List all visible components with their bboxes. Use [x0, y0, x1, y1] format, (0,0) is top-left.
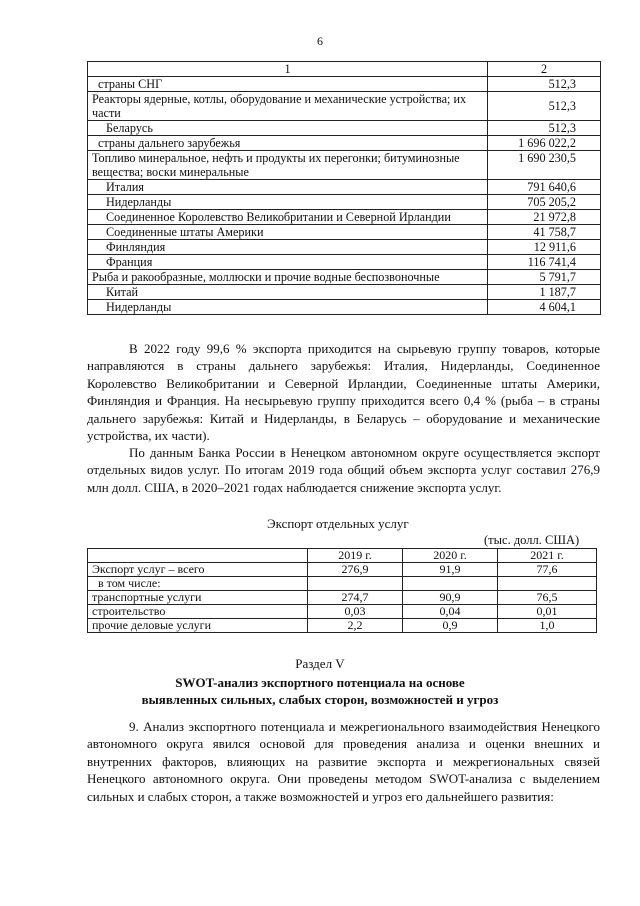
header-year: 2019 г. — [308, 549, 403, 563]
row-label: прочие деловые услуги — [88, 619, 308, 633]
cell-value: 2,2 — [308, 619, 403, 633]
row-value: 512,3 — [488, 121, 601, 136]
table-row — [88, 285, 601, 300]
table-row — [88, 577, 597, 591]
cell-value — [498, 577, 597, 591]
cell-value: 274,7 — [308, 591, 403, 605]
header-col-1: 1 — [88, 62, 488, 77]
row-label: Финляндия — [88, 240, 488, 255]
table-row — [88, 619, 597, 633]
table-row — [88, 255, 601, 270]
row-label: Беларусь — [88, 121, 488, 136]
row-value: 1 696 022,2 — [488, 136, 601, 151]
table-row — [88, 563, 597, 577]
paragraph-raw-export — [87, 340, 600, 444]
paragraph-3: 9. Анализ экспортного потенциала и межрегионального взаимодействия Ненецкого автономного округа явился основой для проведения анализа и оценки внешних и внутренних факторов, влияющих на развитие экспорта и межрегиональных связей Ненецкого автономного округа. Они проведены методом SWOT-анализа с выделением сильных и слабых сторон, а также возможностей и угроз его дальнейшего развития: — [87, 719, 600, 804]
cell-value: 76,5 — [498, 591, 597, 605]
table-row — [88, 180, 601, 195]
table-row — [88, 121, 601, 136]
table-row — [88, 77, 601, 92]
row-value: 791 640,6 — [488, 180, 601, 195]
cell-value: 0,04 — [403, 605, 498, 619]
row-value: 705 205,2 — [488, 195, 601, 210]
row-value: 41 758,7 — [488, 225, 601, 240]
table-row — [88, 210, 601, 225]
header-year: 2021 г. — [498, 549, 597, 563]
row-value: 512,3 — [488, 77, 601, 92]
cell-value: 0,9 — [403, 619, 498, 633]
section-title — [0, 674, 640, 708]
cell-value — [308, 577, 403, 591]
row-label: Нидерланды — [88, 300, 488, 315]
section-title-line-2: выявленных сильных, слабых сторон, возможностей и угроз — [141, 692, 499, 707]
table-header-row — [88, 549, 597, 563]
cell-value: 1,0 — [498, 619, 597, 633]
row-value: 116 741,4 — [488, 255, 601, 270]
row-value: 512,3 — [488, 92, 601, 121]
table-row — [88, 591, 597, 605]
row-value: 5 791,7 — [488, 270, 601, 285]
paragraph-2: По данным Банка России в Ненецком автономном округе осуществляется экспорт отдельных видов услуг. По итогам 2019 года общий объем экспорта услуг составил 276,9 млн долл. США, в 2020–2021 годах наблюдается снижение экспорта услуг. — [87, 445, 600, 495]
paragraph-services — [87, 444, 600, 496]
row-label: Топливо минеральное, нефть и продукты их перегонки; битуминозные вещества; воски минеральные — [88, 151, 488, 180]
table-row — [88, 240, 601, 255]
row-label: Китай — [88, 285, 488, 300]
table-row — [88, 195, 601, 210]
cell-value: 77,6 — [498, 563, 597, 577]
cell-value: 276,9 — [308, 563, 403, 577]
cell-value — [403, 577, 498, 591]
cell-value: 0,01 — [498, 605, 597, 619]
table-row — [88, 92, 601, 121]
table-row — [88, 151, 601, 180]
table-row — [88, 300, 601, 315]
export-goods-table — [87, 61, 601, 315]
cell-value: 0,03 — [308, 605, 403, 619]
table-caption: Экспорт отдельных услуг — [267, 516, 409, 531]
row-label: Соединенные штаты Америки — [88, 225, 488, 240]
section-label: Раздел V — [295, 656, 345, 671]
table-header-row — [88, 62, 601, 77]
row-label: Нидерланды — [88, 195, 488, 210]
table-row — [88, 136, 601, 151]
cell-value: 90,9 — [403, 591, 498, 605]
row-label: транспортные услуги — [88, 591, 308, 605]
header-year: 2020 г. — [403, 549, 498, 563]
table-unit: (тыс. долл. США) — [484, 533, 580, 547]
row-label: Рыба и ракообразные, моллюски и прочие водные беспозвоночные — [88, 270, 488, 285]
row-label: страны дальнего зарубежья — [88, 136, 488, 151]
paragraph-swot — [87, 718, 600, 805]
row-value: 21 972,8 — [488, 210, 601, 225]
row-label: Италия — [88, 180, 488, 195]
row-label: в том числе: — [88, 577, 308, 591]
paragraph-1: В 2022 году 99,6 % экспорта приходится на сырьевую группу товаров, которые направляются в страны дальнего зарубежья: Италия, Нидерланды, Соединенное Королевство Великобритании и Северной Ирландии, Соединенные штаты Америки, Финляндия и Франция. На несырьевую группу приходится всего 0,4 % (рыба – в страны дальнего зарубежья: Китай и Нидерланды, в Беларусь – оборудование и механические устройства, их части). — [87, 341, 600, 444]
row-label: Соединенное Королевство Великобритании и Северной Ирландии — [88, 210, 488, 225]
row-value: 12 911,6 — [488, 240, 601, 255]
row-label: строительство — [88, 605, 308, 619]
row-label: Франция — [88, 255, 488, 270]
export-services-table — [87, 548, 597, 633]
row-label: Экспорт услуг – всего — [88, 563, 308, 577]
table-row — [88, 225, 601, 240]
row-value: 4 604,1 — [488, 300, 601, 315]
row-value: 1 187,7 — [488, 285, 601, 300]
header-col-2: 2 — [488, 62, 601, 77]
row-label: Реакторы ядерные, котлы, оборудование и механические устройства; их части — [88, 92, 488, 121]
section-title-line-1: SWOT-анализ экспортного потенциала на основе — [175, 675, 465, 690]
table-row — [88, 270, 601, 285]
row-value: 1 690 230,5 — [488, 151, 601, 180]
header-empty — [88, 549, 308, 563]
page-number: 6 — [317, 34, 323, 48]
row-label: страны СНГ — [88, 77, 488, 92]
table-row — [88, 605, 597, 619]
cell-value: 91,9 — [403, 563, 498, 577]
